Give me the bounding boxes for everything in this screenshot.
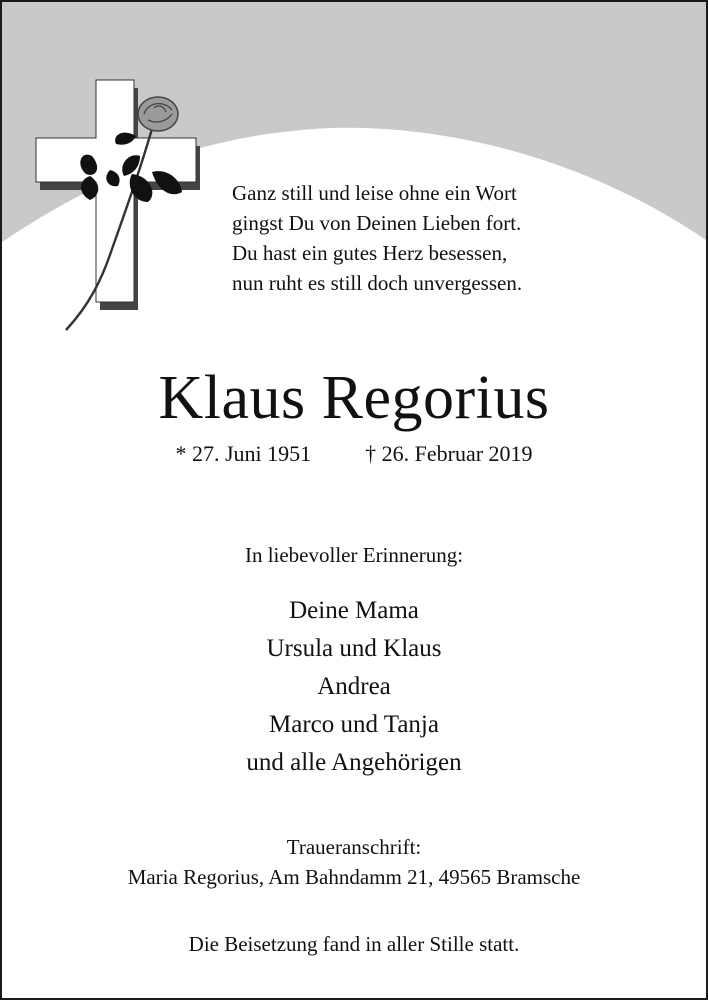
mourners-list [2, 592, 706, 782]
mourner: Marco und Tanja [269, 711, 439, 738]
poem-line: gingst Du von Deinen Lieben fort. [232, 211, 522, 235]
life-dates [2, 439, 706, 469]
deceased-name: Klaus Regorius [158, 364, 550, 432]
mourner: Andrea [317, 673, 391, 700]
poem-line: Ganz still und leise ohne ein Wort [232, 181, 517, 205]
mourner: Ursula und Klaus [266, 635, 442, 662]
rose-icon [32, 74, 202, 334]
cross-with-rose [32, 74, 202, 334]
mourning-address: Maria Regorius, Am Bahndamm 21, 49565 Bramsche [127, 865, 581, 889]
mourner: Deine Mama [289, 597, 419, 624]
remembrance-intro: In liebevoller Erinnerung: [244, 543, 464, 567]
death-date: † 26. Februar 2019 [365, 441, 533, 466]
poem-line: nun ruht es still doch unvergessen. [232, 271, 523, 295]
mourner: und alle Angehörigen [246, 749, 462, 776]
address-label: Traueranschrift: [286, 835, 422, 859]
birth-date: * 27. Juni 1951 [175, 441, 312, 466]
poem-line: Du hast ein gutes Herz besessen, [232, 241, 508, 265]
burial-notice: Die Beisetzung fand in aller Stille statt. [188, 932, 520, 956]
poem [232, 178, 672, 298]
